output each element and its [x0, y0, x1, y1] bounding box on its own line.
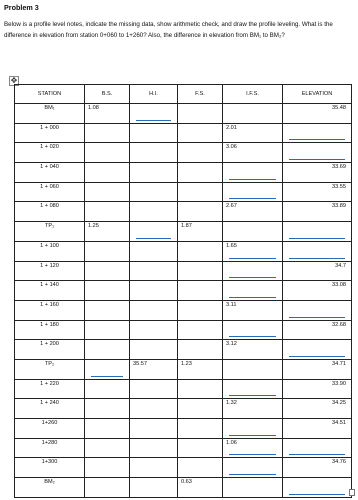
bs-cell[interactable] [85, 182, 130, 202]
table-row [15, 261, 352, 281]
table-row [15, 163, 352, 183]
fs-cell[interactable] [178, 458, 223, 478]
hi-cell-value [130, 242, 177, 243]
fs-cell[interactable] [178, 222, 223, 242]
fs-cell-value [178, 439, 222, 440]
table-row [15, 104, 352, 124]
bs-cell[interactable] [85, 399, 130, 419]
ifs-cell[interactable] [223, 478, 283, 498]
fs-cell-value: 1.23 [181, 360, 192, 367]
bs-cell[interactable] [85, 281, 130, 301]
table-row [15, 241, 352, 261]
header-ifs: I.F.S. [223, 85, 283, 104]
bs-cell-value [85, 143, 129, 144]
elevation-cell[interactable] [283, 143, 352, 163]
table-row [15, 379, 352, 399]
problem-prompt: Below is a profile level notes, indicate the missing data, show arithmetic check, and draw the profile leveling. What is the difference in elevation from station 0+060 to 1+260? Also, the difference in elevation from BM₁ to BM₂? [4, 21, 333, 39]
elevation-cell-value: 34.25 [332, 400, 346, 407]
ifs-cell-value: 1.65 [226, 242, 237, 249]
elevation-cell[interactable] [283, 458, 352, 478]
ifs-cell-value [223, 262, 282, 263]
station-cell[interactable] [15, 340, 85, 360]
station-cell[interactable] [15, 123, 85, 143]
ifs-cell-value [223, 183, 282, 184]
elevation-cell-value: 33.69 [332, 164, 346, 171]
answer-blank-line[interactable] [229, 395, 276, 396]
table-row [15, 458, 352, 478]
hi-cell[interactable] [130, 340, 178, 360]
answer-blank-line[interactable] [229, 258, 276, 259]
fs-cell-value [178, 183, 222, 184]
station-cell-value: 1 + 120 [40, 262, 59, 269]
fs-cell-value [178, 104, 222, 105]
ifs-cell[interactable] [223, 241, 283, 261]
hi-cell-value [130, 478, 177, 479]
fs-cell-value [178, 380, 222, 381]
station-cell-value: 1+280 [41, 439, 58, 446]
station-cell[interactable] [15, 379, 85, 399]
hi-cell[interactable] [130, 478, 178, 498]
ifs-cell-value [223, 419, 282, 420]
ifs-cell[interactable] [223, 143, 283, 163]
station-cell[interactable] [15, 399, 85, 419]
answer-blank-line[interactable] [289, 139, 345, 140]
table-row [15, 320, 352, 340]
table-row [15, 222, 352, 242]
station-cell[interactable] [15, 478, 85, 498]
ifs-cell[interactable] [223, 222, 283, 242]
elevation-cell[interactable] [283, 104, 352, 124]
station-cell[interactable] [15, 222, 85, 242]
bs-cell[interactable] [85, 419, 130, 439]
bs-cell-value [85, 281, 129, 282]
fs-cell[interactable] [178, 320, 223, 340]
fs-cell[interactable] [178, 419, 223, 439]
bs-cell[interactable] [85, 359, 130, 379]
hi-cell[interactable] [130, 379, 178, 399]
bs-cell[interactable] [85, 241, 130, 261]
table-row [15, 359, 352, 379]
elevation-cell-value [283, 301, 351, 302]
ifs-cell[interactable] [223, 104, 283, 124]
elevation-cell-value: 35.48 [332, 105, 346, 111]
ifs-cell-value [223, 478, 282, 479]
elevation-cell[interactable] [283, 182, 352, 202]
bs-cell[interactable] [85, 320, 130, 340]
header-station: STATION [15, 85, 85, 104]
station-cell[interactable] [15, 320, 85, 340]
bs-cell-value [85, 163, 129, 164]
header-bs: B.S. [85, 85, 130, 104]
station-cell[interactable] [15, 281, 85, 301]
station-cell-value: 1 + 020 [40, 144, 59, 151]
hi-cell-value [130, 202, 177, 203]
bs-cell-value: 1.25 [88, 223, 99, 230]
ifs-cell[interactable] [223, 163, 283, 183]
fs-cell[interactable] [178, 340, 223, 360]
elevation-cell[interactable] [283, 320, 352, 340]
elevation-cell-value [283, 439, 351, 440]
station-cell-value: 1 + 100 [40, 242, 59, 249]
table-row [15, 281, 352, 301]
hi-cell-value [130, 380, 177, 381]
station-cell-value: 1 + 140 [40, 282, 59, 289]
answer-blank-line[interactable] [136, 120, 171, 121]
fs-cell-value [178, 399, 222, 400]
fs-cell-value [178, 301, 222, 302]
ifs-cell-value [223, 360, 282, 361]
hi-cell-value [130, 340, 177, 341]
elevation-cell[interactable] [283, 281, 352, 301]
ifs-cell[interactable] [223, 300, 283, 320]
resize-handle[interactable] [349, 489, 355, 496]
station-cell-value: TP₂ [44, 360, 55, 367]
hi-cell-value: 35.57 [133, 360, 147, 367]
elevation-cell-value: 33.89 [332, 203, 346, 210]
station-cell[interactable] [15, 359, 85, 379]
elevation-cell[interactable] [283, 478, 352, 498]
hi-cell[interactable] [130, 399, 178, 419]
bs-cell-value [85, 399, 129, 400]
bs-cell[interactable] [85, 143, 130, 163]
fs-cell[interactable] [178, 359, 223, 379]
answer-blank-line[interactable] [229, 277, 276, 278]
hi-cell-value [130, 262, 177, 263]
bs-cell[interactable] [85, 458, 130, 478]
answer-blank-line[interactable] [289, 317, 345, 318]
station-cell-value: BM₁ [44, 105, 55, 111]
answer-blank-line[interactable] [91, 376, 123, 377]
elevation-cell-value: 34.76 [332, 459, 346, 466]
station-cell[interactable] [15, 182, 85, 202]
ifs-cell[interactable] [223, 182, 283, 202]
elevation-cell[interactable] [283, 359, 352, 379]
ifs-cell[interactable] [223, 202, 283, 222]
ifs-cell-value [223, 380, 282, 381]
hi-cell-value [130, 222, 177, 223]
fs-cell[interactable] [178, 143, 223, 163]
ifs-cell[interactable] [223, 458, 283, 478]
header-hi: H.I. [130, 85, 178, 104]
ifs-cell-value: 2.01 [226, 124, 237, 131]
table-row [15, 182, 352, 202]
answer-blank-line[interactable] [229, 198, 276, 199]
station-cell[interactable] [15, 261, 85, 281]
fs-cell[interactable] [178, 182, 223, 202]
station-cell[interactable] [15, 163, 85, 183]
station-cell[interactable] [15, 300, 85, 320]
hi-cell-value [130, 143, 177, 144]
hi-cell[interactable] [130, 300, 178, 320]
answer-blank-line[interactable] [229, 454, 276, 455]
station-cell[interactable] [15, 143, 85, 163]
bs-cell[interactable] [85, 104, 130, 124]
hi-cell[interactable] [130, 182, 178, 202]
answer-blank-line[interactable] [289, 356, 345, 357]
elevation-cell-value: 32.68 [332, 321, 346, 328]
elevation-cell[interactable] [283, 202, 352, 222]
ifs-cell-value: 2.67 [226, 203, 237, 210]
ifs-cell-value [223, 458, 282, 459]
fs-cell[interactable] [178, 399, 223, 419]
elevation-cell-value [283, 478, 351, 479]
bs-cell[interactable] [85, 478, 130, 498]
station-cell-value: 1 + 160 [40, 301, 59, 308]
table-row [15, 143, 352, 163]
elevation-cell-value: 33.90 [332, 380, 346, 387]
elevation-cell-value [283, 143, 351, 144]
fs-cell-value [178, 321, 222, 322]
answer-blank-line[interactable] [229, 179, 276, 180]
table-row [15, 478, 352, 498]
fs-cell[interactable] [178, 281, 223, 301]
ifs-cell-value [223, 163, 282, 164]
elevation-cell[interactable] [283, 379, 352, 399]
fs-cell-value [178, 242, 222, 243]
fs-cell[interactable] [178, 438, 223, 458]
fs-cell[interactable] [178, 241, 223, 261]
station-cell[interactable] [15, 458, 85, 478]
hi-cell-value [130, 281, 177, 282]
station-cell-value: 1+300 [41, 459, 58, 466]
answer-blank-line[interactable] [229, 297, 276, 298]
answer-blank-line[interactable] [289, 258, 345, 259]
hi-cell-value [130, 124, 177, 125]
fs-cell-value [178, 163, 222, 164]
hi-cell[interactable] [130, 123, 178, 143]
station-cell[interactable] [15, 202, 85, 222]
fs-cell[interactable] [178, 104, 223, 124]
fs-cell-value [178, 281, 222, 282]
hi-cell[interactable] [130, 261, 178, 281]
elevation-cell-value [283, 242, 351, 243]
bs-cell[interactable] [85, 438, 130, 458]
answer-blank-line[interactable] [289, 238, 345, 239]
hi-cell-value [130, 419, 177, 420]
bs-cell-value [85, 321, 129, 322]
elevation-cell-value: 34.71 [332, 360, 346, 367]
station-cell[interactable] [15, 104, 85, 124]
fs-cell-value [178, 124, 222, 125]
station-cell-value: TP₁ [44, 223, 55, 230]
hi-cell[interactable] [130, 143, 178, 163]
bs-cell-value [85, 360, 129, 361]
station-cell[interactable] [15, 438, 85, 458]
hi-cell-value [130, 104, 177, 105]
header-fs: F.S. [178, 85, 223, 104]
ifs-cell[interactable] [223, 281, 283, 301]
problem-title: Problem 3 [4, 3, 39, 12]
level-notes-table [14, 84, 352, 498]
elevation-cell-value: 34.51 [332, 420, 346, 426]
hi-cell[interactable] [130, 438, 178, 458]
answer-blank-line[interactable] [229, 336, 276, 337]
ifs-cell-value [223, 321, 282, 322]
ifs-cell[interactable] [223, 359, 283, 379]
ifs-cell[interactable] [223, 419, 283, 439]
station-cell-value: 1 + 220 [40, 380, 59, 387]
hi-cell-value [130, 321, 177, 322]
move-cross-icon[interactable]: ✥ [10, 76, 18, 85]
station-cell-value: BM₂ [44, 479, 55, 486]
fs-cell-value [178, 340, 222, 341]
ifs-cell[interactable] [223, 261, 283, 281]
fs-cell-value: 0.63 [181, 479, 192, 486]
elevation-cell-value: 33.08 [332, 282, 346, 289]
hi-cell[interactable] [130, 281, 178, 301]
station-cell-value: 1 + 200 [40, 341, 59, 348]
bs-cell-value [85, 242, 129, 243]
hi-cell[interactable] [130, 359, 178, 379]
ifs-cell-value: 1.32 [226, 400, 237, 407]
elevation-cell[interactable] [283, 399, 352, 419]
hi-cell-value [130, 163, 177, 164]
elevation-cell[interactable] [283, 340, 352, 360]
bs-cell-value [85, 301, 129, 302]
station-cell-value: 1 + 240 [40, 400, 59, 407]
station-cell[interactable] [15, 241, 85, 261]
bs-cell-value: 1.08 [88, 105, 99, 111]
elevation-cell-value [283, 124, 351, 125]
bs-cell-value [85, 439, 129, 440]
fs-cell[interactable] [178, 379, 223, 399]
bs-cell[interactable] [85, 379, 130, 399]
answer-blank-line[interactable] [136, 238, 171, 239]
table-row [15, 202, 352, 222]
table-row [15, 340, 352, 360]
bs-cell-value [85, 340, 129, 341]
answer-blank-line[interactable] [229, 435, 276, 436]
hi-cell[interactable] [130, 222, 178, 242]
fs-cell-value [178, 458, 222, 459]
fs-cell[interactable] [178, 261, 223, 281]
bs-cell-value [85, 419, 129, 420]
bs-cell[interactable] [85, 261, 130, 281]
fs-cell[interactable] [178, 163, 223, 183]
elevation-cell[interactable] [283, 261, 352, 281]
bs-cell-value [85, 478, 129, 479]
ifs-cell-value [223, 222, 282, 223]
table-row [15, 419, 352, 439]
hi-cell-value [130, 439, 177, 440]
table-row [15, 123, 352, 143]
fs-cell[interactable] [178, 202, 223, 222]
bs-cell-value [85, 202, 129, 203]
hi-cell-value [130, 458, 177, 459]
bs-cell[interactable] [85, 300, 130, 320]
hi-cell[interactable] [130, 202, 178, 222]
fs-cell-value: 1.87 [181, 223, 192, 230]
ifs-cell-value: 3.06 [226, 144, 237, 151]
station-cell-value: 1 + 060 [40, 183, 59, 190]
bs-cell-value [85, 380, 129, 381]
hi-cell-value [130, 399, 177, 400]
ifs-cell[interactable] [223, 340, 283, 360]
ifs-cell[interactable] [223, 123, 283, 143]
ifs-cell-value: 1.06 [226, 439, 237, 446]
table-row [15, 438, 352, 458]
elevation-cell[interactable] [283, 123, 352, 143]
table-row [15, 300, 352, 320]
ifs-cell-value [223, 281, 282, 282]
bs-cell[interactable] [85, 340, 130, 360]
bs-cell[interactable] [85, 222, 130, 242]
header-row [15, 85, 352, 104]
bs-cell-value [85, 183, 129, 184]
hi-cell[interactable] [130, 241, 178, 261]
hi-cell-value [130, 183, 177, 184]
station-cell-value: 1 + 080 [40, 203, 59, 210]
fs-cell-value [178, 262, 222, 263]
elevation-cell[interactable] [283, 222, 352, 242]
hi-cell[interactable] [130, 458, 178, 478]
station-cell-value: 1 + 040 [40, 164, 59, 171]
fs-cell-value [178, 202, 222, 203]
elevation-cell[interactable] [283, 300, 352, 320]
answer-blank-line[interactable] [289, 454, 345, 455]
bs-cell[interactable] [85, 163, 130, 183]
ifs-cell[interactable] [223, 320, 283, 340]
fs-cell-value [178, 143, 222, 144]
elevation-cell[interactable] [283, 241, 352, 261]
hi-cell[interactable] [130, 419, 178, 439]
station-cell-value: 1+260 [41, 420, 58, 426]
ifs-cell-value: 3.11 [226, 301, 237, 308]
elevation-cell[interactable] [283, 438, 352, 458]
bs-cell-value [85, 458, 129, 459]
bs-cell[interactable] [85, 202, 130, 222]
hi-cell[interactable] [130, 104, 178, 124]
elevation-cell-value [283, 222, 351, 223]
answer-blank-line[interactable] [289, 494, 345, 495]
fs-cell[interactable] [178, 123, 223, 143]
ifs-cell[interactable] [223, 399, 283, 419]
answer-blank-line[interactable] [229, 474, 276, 475]
fs-cell-value [178, 419, 222, 420]
elevation-cell-value: 34.7 [335, 262, 346, 269]
station-cell-value: 1 + 000 [40, 124, 59, 131]
answer-blank-line[interactable] [289, 159, 345, 160]
station-cell-value: 1 + 180 [40, 321, 59, 328]
header-elevation: ELEVATION [283, 85, 352, 104]
bs-cell[interactable] [85, 123, 130, 143]
hi-cell[interactable] [130, 320, 178, 340]
bs-cell-value [85, 124, 129, 125]
table-row [15, 399, 352, 419]
hi-cell-value [130, 301, 177, 302]
ifs-cell-value [223, 104, 282, 105]
fs-cell[interactable] [178, 300, 223, 320]
ifs-cell-value: 3.12 [226, 341, 237, 348]
elevation-cell[interactable] [283, 163, 352, 183]
ifs-cell[interactable] [223, 438, 283, 458]
hi-cell[interactable] [130, 163, 178, 183]
elevation-cell-value: 33.55 [332, 183, 346, 190]
elevation-cell-value [283, 340, 351, 341]
station-cell[interactable] [15, 419, 85, 439]
fs-cell[interactable] [178, 478, 223, 498]
ifs-cell[interactable] [223, 379, 283, 399]
elevation-cell[interactable] [283, 419, 352, 439]
bs-cell-value [85, 262, 129, 263]
